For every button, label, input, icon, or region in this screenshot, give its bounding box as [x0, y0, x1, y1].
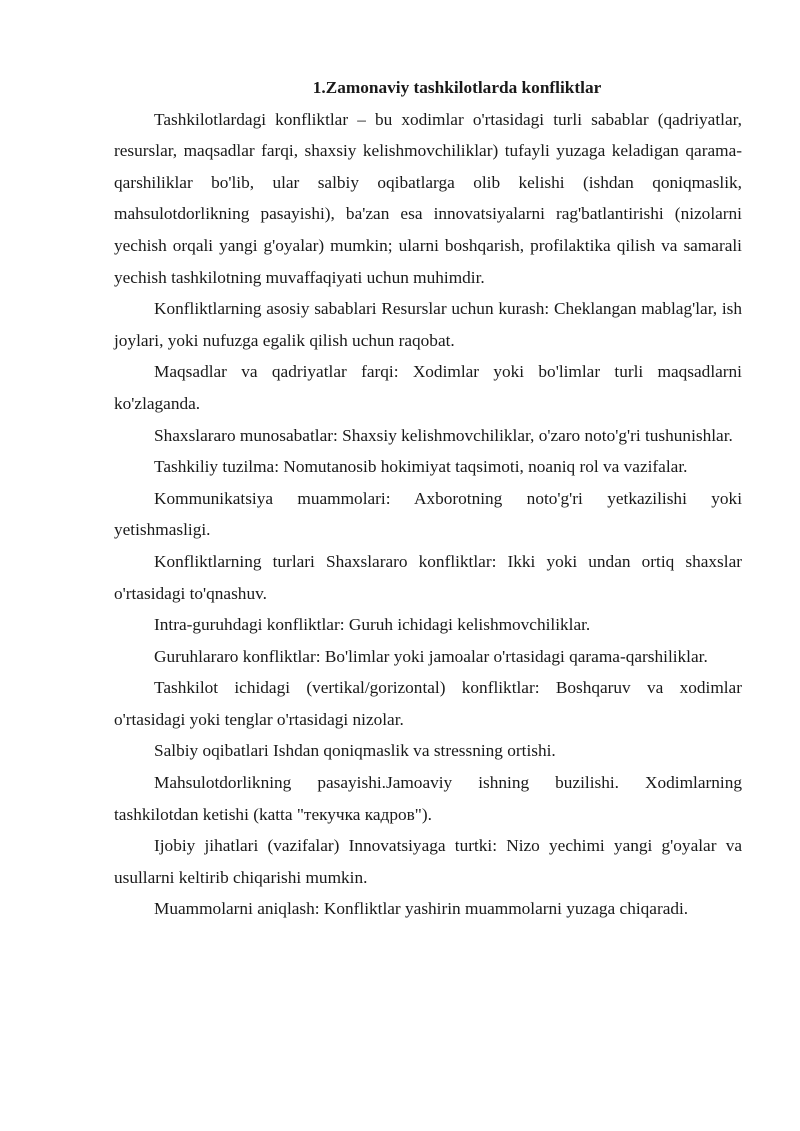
- paragraph-intragroup: Intra-guruhdagi konfliktlar: Guruh ichidagi kelishmovchiliklar.: [154, 615, 591, 635]
- paragraph-organizational: Tashkilot ichidagi (vertikal/gorizontal) konfliktlar: Boshqaruv va xodimlar o'rtasidagi yoki tenglar o'rtasidagi nizolar.: [114, 678, 742, 729]
- paragraph-goals-values: Maqsadlar va qadriyatlar farqi: Xodimlar yoki bo'limlar turli maqsadlarni ko'zlaganda.: [114, 362, 742, 413]
- paragraph-interpersonal: Shaxslararo munosabatlar: Shaxsiy kelishmovchiliklar, o'zaro noto'g'ri tushunishlar.: [154, 425, 733, 445]
- paragraph-communication: Kommunikatsiya muammolari: Axborotning noto'g'ri yetkazilishi yoki yetishmasligi.: [114, 488, 742, 540]
- paragraph-productivity: Mahsulotdorlikning pasayishi.Jamoaviy ishning buzilishi. Xodimlarning tashkilotdan ketishi (katta "текучка кадров").: [114, 773, 742, 824]
- document-page: [114, 72, 742, 925]
- paragraph-types-interpersonal: Konfliktlarning turlari Shaxslararo konfliktlar: Ikki yoki undan ortiq shaxslar o'rtasidagi to'qnashuv.: [114, 551, 742, 603]
- paragraph-intro: Tashkilotlardagi konfliktlar – bu xodimlar o'rtasidagi turli sabablar (qadriyatlar, resurslar, maqsadlar farqi, shaxsiy kelishmovchiliklar) tufayli yuzaga keladigan qarama-qarshiliklar bo'lib, ular salbiy oqibatlarga olib kelishi (ishdan qoniqmaslik, mahsulotdorlikning pasayishi), ba'zan esa innovatsiyalarni rag'batlantirishi (nizolarni yechish orqali yangi g'oyalar) mumkin; ularni boshqarish, profilaktika qilish va samarali yechish tashkilotning muvaffaqiyati uchun muhimdir.: [114, 109, 742, 287]
- paragraph-positive-aspects: Ijobiy jihatlari (vazifalar) Innovatsiyaga turtki: Nizo yechimi yangi g'oyalar va usullarni keltirib chiqarishi mumkin.: [114, 836, 742, 887]
- paragraph-intergroup: Guruhlararo konfliktlar: Bo'limlar yoki jamoalar o'rtasidagi qarama-qarshiliklar.: [154, 646, 708, 666]
- document-title: 1.Zamonaviy tashkilotlarda konfliktlar: [312, 78, 602, 97]
- paragraph-causes-resources: Konfliktlarning asosiy sabablari Resurslar uchun kurash: Cheklangan mablag'lar, ish joylari, yoki nufuzga egalik qilish uchun raqobat.: [114, 299, 742, 350]
- paragraph-negative-effects: Salbiy oqibatlari Ishdan qoniqmaslik va stressning ortishi.: [154, 741, 556, 761]
- paragraph-structure: Tashkiliy tuzilma: Nomutanosib hokimiyat taqsimoti, noaniq rol va vazifalar.: [154, 457, 688, 477]
- paragraph-problem-identification: Muammolarni aniqlash: Konfliktlar yashirin muammolarni yuzaga chiqaradi.: [154, 899, 689, 919]
